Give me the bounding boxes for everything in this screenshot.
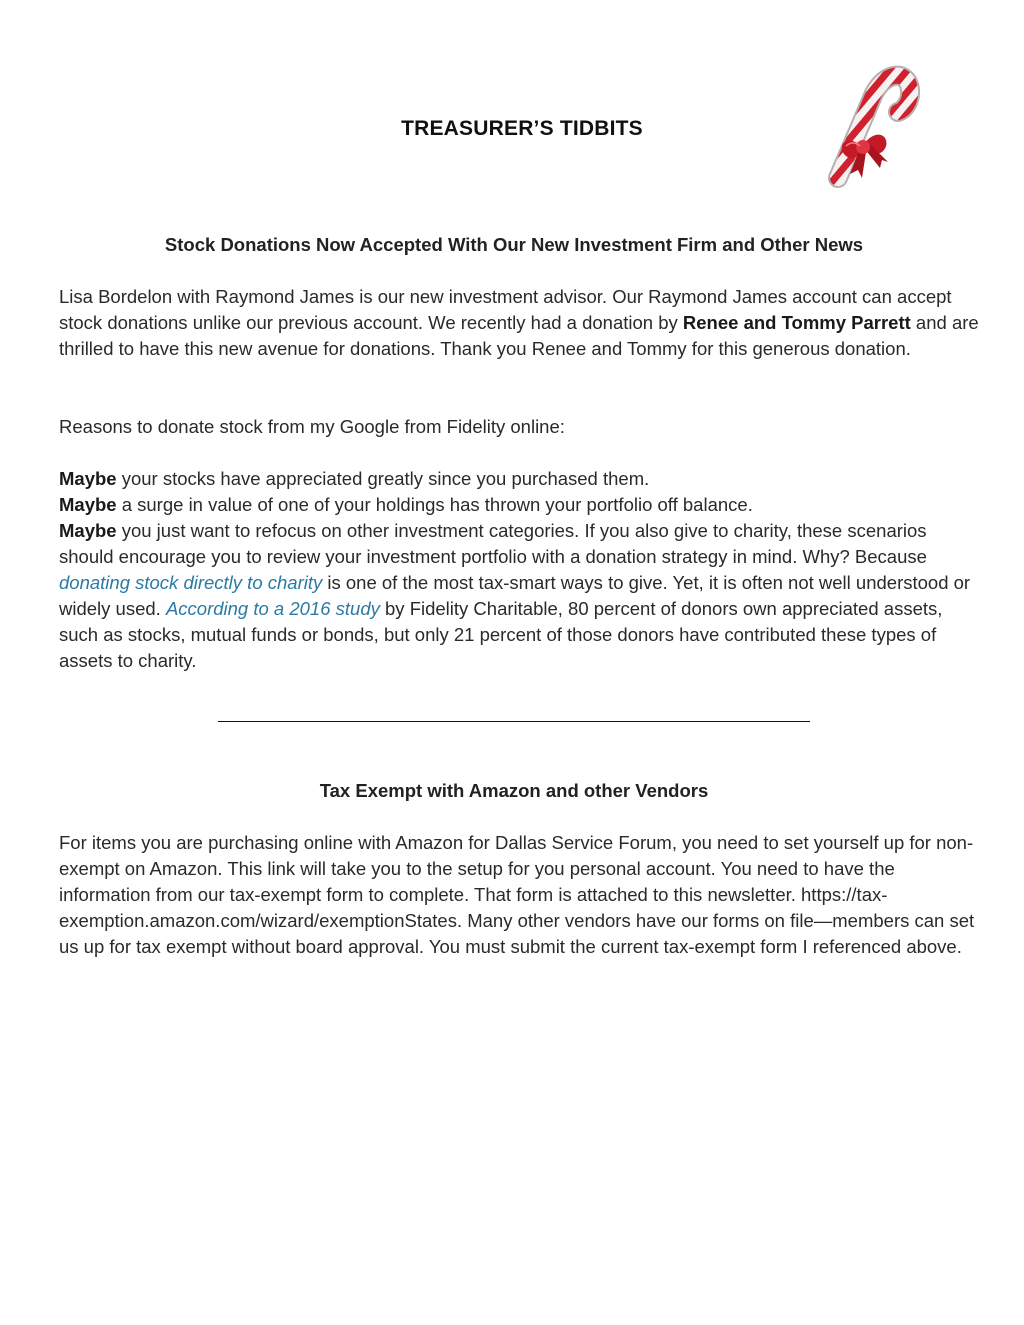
- section-heading-tax-exempt: Tax Exempt with Amazon and other Vendors: [319, 780, 709, 801]
- page-title: TREASURER’S TIDBITS: [401, 117, 643, 140]
- link-donating-stock[interactable]: donating stock directly to charity: [59, 572, 323, 593]
- paragraph-reasons-intro: Reasons to donate stock from my Google from Fidelity online:: [59, 416, 565, 437]
- candy-cane-icon: [810, 50, 922, 190]
- paragraph-raymond-james: Lisa Bordelon with Raymond James is our new investment advisor. Our Raymond James account can accept stock donations unlike our previous account. We recently had a donation by Renee and Tommy Parrett and are thrilled to have this new avenue for donations. Thank you Renee and Tommy for this generous donation.: [59, 286, 979, 359]
- section-divider: [218, 721, 810, 722]
- donor-names: Renee and Tommy Parrett: [682, 312, 911, 333]
- section-heading-stock-donations: Stock Donations Now Accepted With Our New Investment Firm and Other News: [164, 234, 864, 255]
- link-2016-study[interactable]: According to a 2016 study: [165, 598, 380, 619]
- paragraph-tax-exempt: For items you are purchasing online with Amazon for Dallas Service Forum, you need to set yourself up for non-exempt on Amazon. This link will take you to the setup for you personal account. You need to have the information from our tax-exempt form to complete. That form is attached to this newsletter. https://tax-exemption.amazon.com/wizard/exemptionStates. Many other vendors have our forms on file—members can set us up for tax exempt without board approval. You must submit the current tax-exempt form I referenced above.: [59, 832, 975, 957]
- paragraph-maybe-reasons: Maybe your stocks have appreciated greatly since you purchased them. Maybe a surge in value of one of your holdings has thrown your portfolio off balance. Maybe you just want to refocus on other investment categories. If you also give to charity, these scenarios should encourage you to review your investment portfolio with a donation strategy in mind. Why? Because donating stock directly to charity is one of the most tax-smart ways to give. Yet, it is often not well understood or widely used. According to a 2016 study by Fidelity Charitable, 80 percent of donors own appreciated assets, such as stocks, mutual funds or bonds, but only 21 percent of those donors have contributed these types of assets to charity.: [59, 468, 971, 671]
